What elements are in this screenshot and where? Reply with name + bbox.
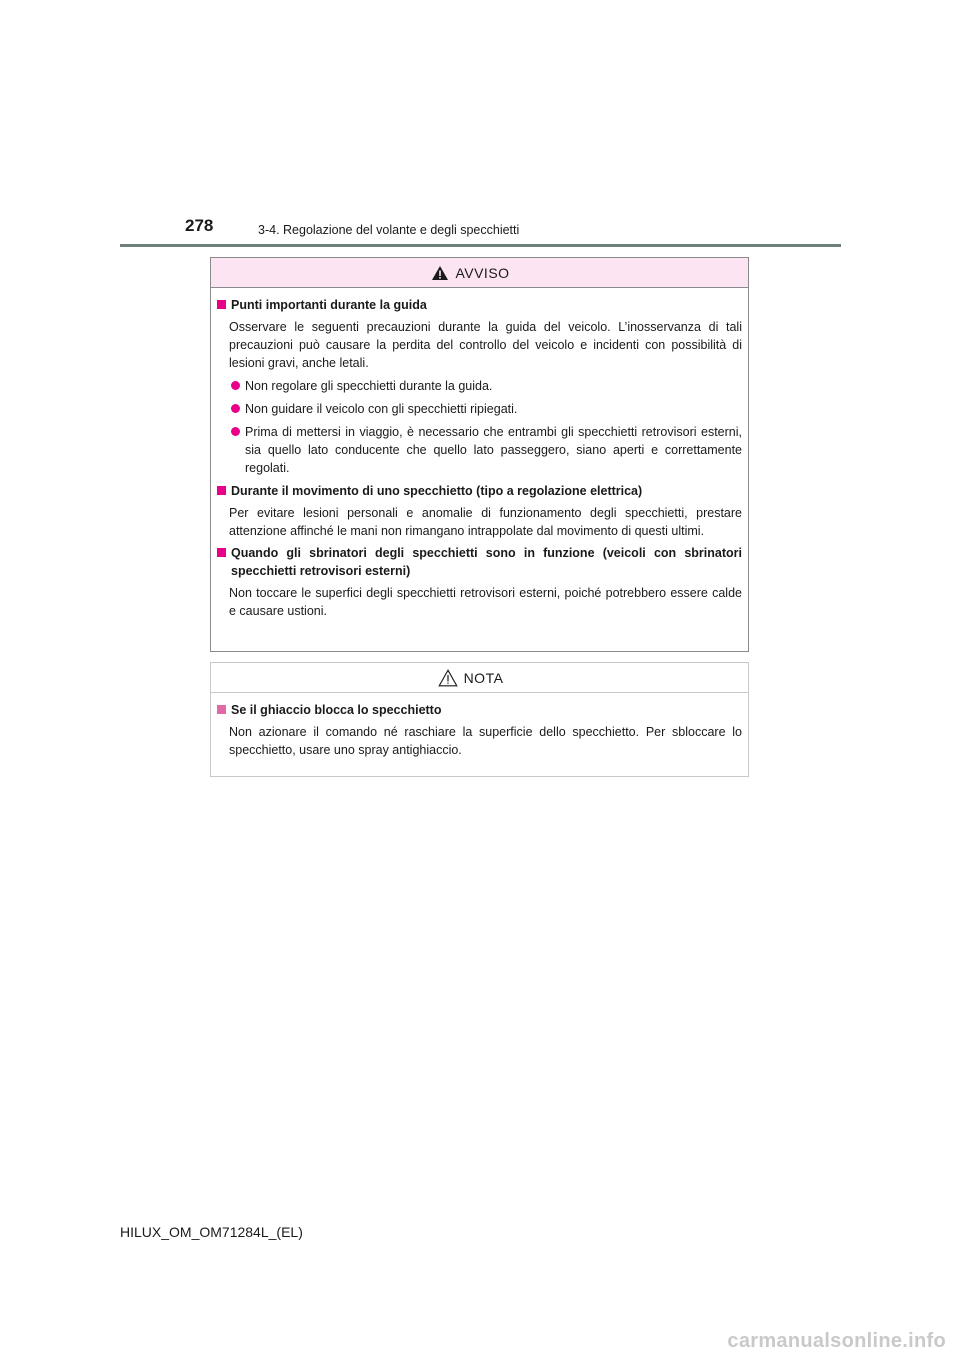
caution-triangle-outline-icon (438, 669, 458, 687)
warning-bullet (231, 400, 742, 418)
warning-box (210, 257, 749, 652)
warning-item (217, 296, 742, 477)
square-bullet-icon (217, 300, 226, 309)
note-item-title: Se il ghiaccio blocca lo specchietto (231, 703, 442, 717)
note-item (217, 701, 742, 759)
warning-title: AVVISO (455, 264, 510, 281)
warning-bullet-text: Non regolare gli specchietti durante la guida. (245, 379, 493, 393)
warning-item (217, 482, 742, 540)
warning-bullet-text: Non guidare il veicolo con gli specchietti ripiegati. (245, 402, 518, 416)
round-bullet-icon (231, 427, 240, 436)
page-number: 278 (185, 216, 214, 235)
warning-bullet (231, 423, 742, 477)
note-header (211, 663, 748, 693)
watermark: carmanualsonline.info (727, 1330, 946, 1352)
round-bullet-icon (231, 381, 240, 390)
warning-item (217, 544, 742, 620)
warning-item-title: Durante il movimento di uno specchietto (tipo a regolazione elettrica) (231, 484, 643, 498)
square-bullet-icon (217, 486, 226, 495)
note-title: NOTA (463, 669, 504, 686)
square-bullet-icon (217, 548, 226, 557)
header-rule (120, 244, 841, 247)
warning-item-title: Punti importanti durante la guida (231, 298, 427, 312)
note-paragraph: Non azionare il comando né raschiare la superficie dello specchietto. Per sbloccare lo specchietto, usare uno spray antighiaccio. (229, 725, 742, 757)
warning-bullet (231, 377, 742, 395)
square-bullet-icon (217, 705, 226, 714)
warning-paragraph: Osservare le seguenti precauzioni durante la guida del veicolo. L’inosservanza di tali precauzioni può causare la perdita del controllo del veicolo e incidenti con possibilità di lesioni gravi, anche letali. (229, 320, 742, 370)
warning-bullet-text: Prima di mettersi in viaggio, è necessario che entrambi gli specchietti retrovisori esterni, sia quello lato conducente che quello lato passeggero, siano aperti e correttamente regolati. (245, 425, 742, 475)
round-bullet-icon (231, 404, 240, 413)
warning-header (211, 258, 748, 288)
warning-paragraph: Per evitare lesioni personali e anomalie di funzionamento degli specchietti, prestare attenzione affinché le mani non rimangano intrappolate dal movimento di questi ultimi. (229, 506, 742, 538)
warning-item-title: Quando gli sbrinatori degli specchietti sono in funzione (veicoli con sbrinatori specchietti retrovisori esterni) (231, 546, 742, 578)
document-code: HILUX_OM_OM71284L_(EL) (120, 1224, 303, 1240)
note-box (210, 662, 749, 777)
section-title: 3-4. Regolazione del volante e degli specchietti (258, 223, 520, 237)
warning-triangle-icon (431, 265, 449, 281)
warning-paragraph: Non toccare le superfici degli specchietti retrovisori esterni, poiché potrebbero essere calde e causare ustioni. (229, 586, 742, 618)
